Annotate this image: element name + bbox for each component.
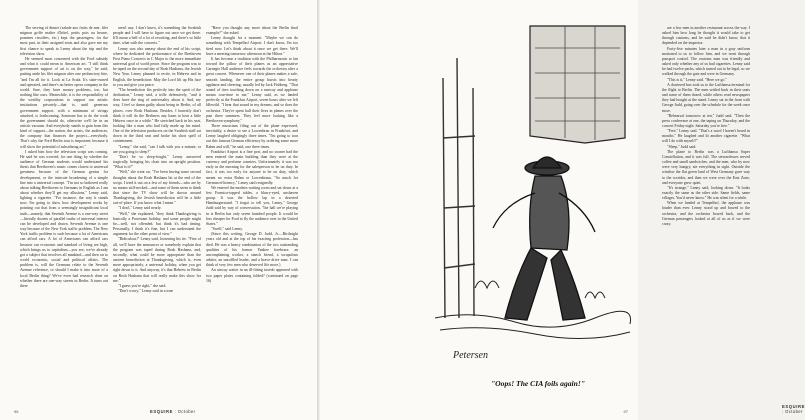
footer-left: [150, 409, 195, 414]
article-paragraph: "The benediction fits perfectly into the spirit of the dedication," Lenny said, a trifle defensively, "and it does have the ring of universality about it. And, my way, I feel so damn guilty about being in Berlin, of all places, over Rosh Hashana. Besides, I honestly don't think it will do the Berliners any harm to hear a little Hebrew once in a while." He stretched back in his seat, looking like a man who had fully made up his mind. One of the television producers on the Swabish staff sat down in the third seat and broke his short spell of contentment.: [113, 87, 201, 144]
article-paragraph: "Swell," said Lenny.: [211, 227, 243, 232]
article-paragraph: We entered the modern waiting room and sat down at a few Formica-topped tables, a blurry-eyed, unshaven group. It was the hollow lap in a deserted Hamburgerstand. "I forgot to tell you, Lenny," George Judd said by way of conversation, "the hall we're playing in is Berlin has only seven hundred people. It would be less cheaper for Ford to fly the audience over to the United States.": [206, 185, 298, 226]
page-number-left: 96: [14, 409, 19, 414]
cartoon-illustration: [435, 18, 630, 373]
footer-right: [782, 404, 805, 414]
article-paragraph: are a few men in another restaurant across the way. I asked him how long he thought it would take to get through customs, and he said he didn't know, that it depended on the inspector.: [662, 26, 750, 46]
page-number-right: 97: [623, 409, 628, 414]
article-paragraph: "Free," Lenny said. "That's a word I haven't heard in months." He laughed and lit another cigarette. "What will I do with myself?": [662, 129, 750, 144]
article-paragraph: Three musicians filing out of the plane expressed, inevitably, a desire to see a Lowenbrau in Frankfurt, and Lenny laughed obligingly three times. "I'm going to tour out this famous German efficiency by ordering some more Rahm and will," he said, one three times.: [206, 123, 298, 149]
article-paragraph: "I don't," Lenny said nearly.: [118, 206, 162, 211]
footer-issue-date: : October: [174, 409, 196, 414]
article-paragraph: "Rehearsal tomorrow at ten," Judd said. "Then the press conference at one, the taping on Thursday, and the concert Friday night. Saturday you're free.": [662, 113, 750, 128]
article-paragraph: Lenny was also uneasy about the end of his script, where he dedicated the performance of the Beethoven First Piano Concerto in C Major to the more immediate universal goal of world peace. Since the program was to be taped on the second day of Rosh Hashana, the Jewish New Year, Lenny planned to recite, in Hebrew and in English, the benediction: May the Lord lift up His face to you and give you peace.: [113, 46, 201, 87]
article-paragraph: "Sleep," Judd said.: [667, 144, 697, 149]
footer-issue-date: : October: [782, 409, 803, 414]
article-paragraph: Lenny thought for a moment. "Maybe we can do something with Tempelhof Airport. I don't know, I'm too tired now. Let's think about it once we get there. We'll have a meeting tomorrow afternoon at the Hilton.": [206, 36, 298, 56]
article-paragraph: "Have you thought any more about the Berlin final example?" she asked.: [206, 26, 298, 36]
article-column-2: [113, 26, 201, 404]
article-paragraph: He seemed most concerned with the Ford subsidy and what it could mean to American art. "I still think government support of art is on the way," he said, putting aside his filet mignon after one perfunctory bite, "and I'm all for it. Look at La Scala. It's state-owned and operated, and there's no better opera company in the world. Sure, they have money problems, too, but nothing like ours. Meanwhile, it is the responsibility of the wealthy corporations to support our artistic institutions privately—that is, until generous government support, with a minimum of strings attached, is forthcoming. Someone has to do the work the government should do, otherwise we'll be in an artistic vacuum. And everybody stands to gain from this kind of support—the nation, the artists, the audiences, the company that finances the project—everybody. That's why the Ford Berlin tour is important; because it will show the potential of subsidizing art.": [20, 56, 108, 149]
footer-magazine-name: ESQUIRE: [150, 409, 174, 414]
article-paragraph: It has become a tradition with the Philharmonic to fan toward the pillow of their planes as an appreciative Carnegie Hall audience feels towards the orchestra after a great concert. Whenever one of their planes makes a safe, smooth landing, the entire group bursts into hearty applause and cheering, usually led by Jack Fishberg. "That sound of tires touching down on a runway and applause means tour-time to me," Lenny said, as we landed perfectly at the Frankfurt Airport, seven hours after we left Idlewild. "I hear that sound in my dreams, and so does the orchestra. They're spent half their lives in planes over the past three summers. They feel more looking like a Beethoven symphony.": [206, 56, 298, 123]
article-paragraph: When we landed at Tempelhof, the applause was louder than ever. Lenny stood up and bowed to the orchestra, and the orchestra bowed back, and the German passengers looked at all of us as if we were crazy.: [662, 201, 750, 226]
footer-magazine-name: ESQUIRE: [782, 404, 805, 409]
article-paragraph: I asked him how the television script was coming. He said he was worried, for one thing, by whether the audience of German students would understand his thesis that Beethoven's music comes closest to universal greatness because of the German genius for development, or the intricate broadening of a simple line into a universal concept. "I'm not so bothered really about talking Beethoven to Germans in English as I am about whether they'll get my allusions," Lenny said, lighting a cigarette. "For instance, the way it stands now, I'm going to show how development works by pointing out that from a seemingly insignificant local truth—namely, that Seventh Avenue is a one-way street—literally dozens of parallel truths of universal interest can be developed and drawn. Seventh Avenue is one way because of the New York traffic problem. The New York traffic problem is such because a lot of Americans can afford cars. A lot of Americans can afford cars because our economic and standard of living are high, which brings us to capitalism—you see, we've already got a subject that involves all mankind—and then on to world economic, social and political affairs. The problem is, will the Germans relate to the Seventh Avenue reference, or should I make it into more of a local Berlin thing? We've even had research done on whether there are one-way streets in Berlin. It turns out there: [20, 149, 108, 288]
left-page: [0, 0, 318, 420]
cartoon-caption: "Oops! The CIA foils again!": [490, 379, 586, 388]
article-paragraph: aren't any. I don't know, it's something the Swabish people and I will have to figure out once we get there. It'll mean a hell of a lot of rewriting, and there's so little time, what with the concerts.": [113, 26, 201, 46]
article-paragraph: Forty-five minutes later a man in a gray uniform motioned to us to follow him, and we went through passport control. The customs man was friendly and asked only whether any of us had cigarettes. Lenny said he had twelve packs, which turned out to be legal, so we walked through the gate and were in Germany.: [662, 46, 750, 77]
article-paragraph: "I guess you're right," she said.: [118, 283, 167, 288]
article-paragraph: "Don't worry," Lenny said in a tone: [118, 288, 174, 293]
article-paragraph: Frankfurt Airport is a fine port, and no sooner had the men entered the main building than they were at the currency and perfume counters. Unfortunately it was too early in the morning for the salesperson to be on duty. In fact, it was too early for anyone to be on duty, which meant no extra Rahm or Lowenbraus. "So much for German efficiency," Lenny said resignedly.: [206, 149, 298, 185]
article-column-3: [206, 26, 298, 404]
article-paragraph: A chartered bus took us to the Lufthansa terminal for the flight to Berlin. The men settled back in their seats and some of them dozed, while others read newspapers they had bought at the stand. Lenny sat in the front with George Judd, going over the schedule for the week once more.: [662, 82, 750, 113]
article-paragraph: "This is it," Lenny said. "Here we go.": [667, 77, 727, 82]
article-paragraph: "Ridiculous!" Lenny said, loosening his tie. "First of all, we'll have the announcer or somebody explain that the program was taped during Rosh Hashana, and, secondly, what could be more appropriate than the ancient benediction at Thanksgiving, which is, even more appropriately, a universal holiday, when you get right down to it. And anyway, it's that Hebrew in Berlin on Rosh Hashana that will really make this show for me.": [113, 237, 201, 283]
article-paragraph: "It's strange," Lenny said, looking down. "It looks exactly the same as the other side. Same fields, same villages. You'd never know." He was silent for a while.: [662, 185, 750, 201]
article-column-1: [20, 26, 108, 404]
article-paragraph: An airway waiter in an ill-fitting tuxedo appeared with two paper plates containing folded? (continued on page 16): [206, 268, 298, 283]
article-paragraph: "Don't be so sleep-fought," Lenny answered tragically, bringing his chair into an upright position. "What is it?": [113, 154, 201, 170]
article-paragraph: "Lenny," she said, "can I talk with you a minute, or are you going to sleep?": [113, 144, 201, 154]
article-paragraph: "Well," she explained, "they think Thanksgiving is basically a Protestant holiday, and some people might be—well, not offended, but think it's bad timing. Personally, I think it's fine, but I can understand the argument for the other point of view.": [113, 211, 201, 237]
article-paragraph: The serving of dinner (salade aux fruits de mer, filet mignon griffe maître d'hôtel, petits pois au beurre, pommes rissolées, etc.) kept the passengers, for the most part, in their assigned seats and also gave me my first chance to speak to Lenny about the trip and the television show.: [20, 26, 108, 56]
article-paragraph: (Since this writing, George D. Judd, Jr.—Birthright years old and at the top of his exacting profession—has died. He was a hearty combination of the two outstanding qualities of his former Yankee forebears: an uncomplaining worker, a stanch friend, a scrupulous arbiter, an unruffled leader, and a brave drive man. I can think of very few men who deserved life more.): [206, 232, 298, 268]
article-paragraph: "Well," she went on, "I've been having some second thoughts about the Rosh Hashana bit at the end of the script. I tried it out on a few of my friends—who are by no means stiff-necked—and some of them seem to think that since the TV show will be shown around Thanksgiving, the Jewish benediction will be a little out-of-place. If you know what I mean.": [113, 170, 201, 206]
article-column-4: [662, 26, 750, 404]
article-paragraph: The plane to Berlin was a Lufthansa Super Constellation, and it was full. The stewardesses served coffee and small sandwiches, and the men, who by now were very hungry, ate everything in sight. Outside the window the flat green land of West Germany gave way to the corridor, and then we were over the East Zone, and everyone grew quiet.: [662, 149, 750, 185]
artist-signature: Petersen: [453, 350, 488, 361]
